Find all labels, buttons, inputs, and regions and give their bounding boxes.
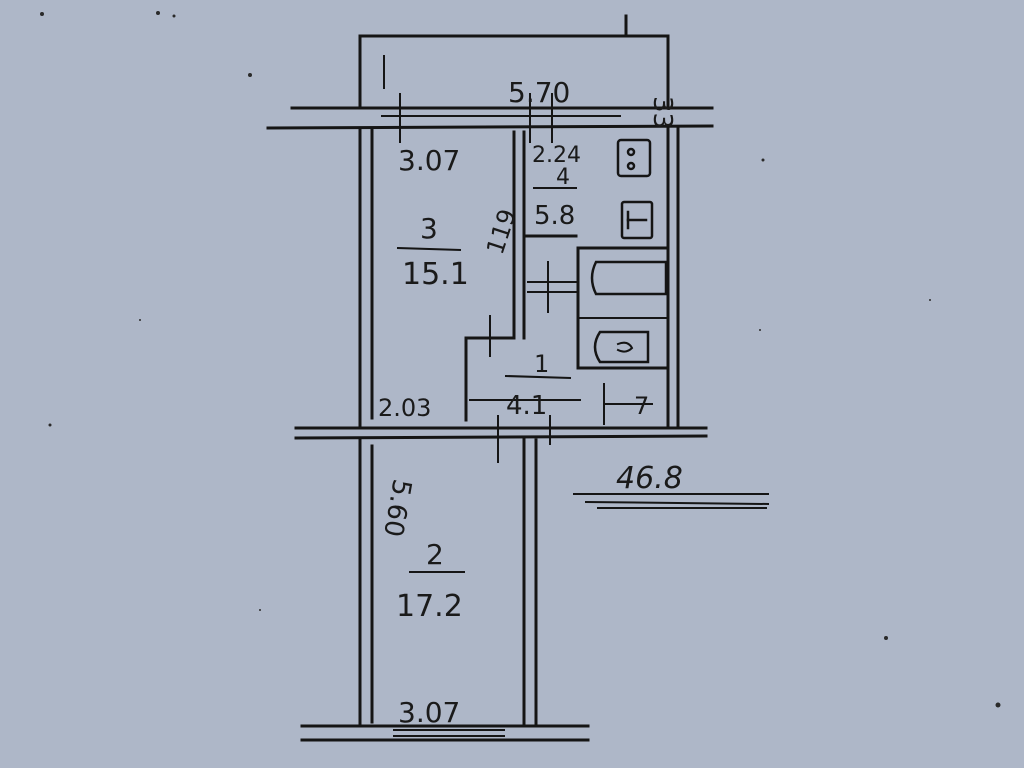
dim-hall-width: 2.03	[378, 394, 432, 422]
room2-area: 17.2	[396, 589, 463, 624]
room2-number: 2	[426, 538, 444, 571]
stove-icon	[618, 140, 650, 176]
total-area-underline	[574, 494, 768, 508]
middle-wall	[296, 416, 706, 462]
dim-partition-height: 119	[481, 205, 522, 258]
balcony-number: 33	[647, 96, 677, 130]
room4-area: 5.8	[534, 201, 576, 231]
room1-number: 1	[534, 350, 550, 378]
room4-number: 4	[556, 165, 570, 190]
room3-area: 15.1	[402, 257, 469, 292]
dim-top-overall: 5.70	[508, 76, 571, 109]
dim-kitchen-width: 2.24	[532, 143, 581, 168]
room1-area: 4.1	[506, 391, 548, 421]
fixtures	[592, 140, 666, 362]
dim-room2-length: 5.60	[377, 476, 417, 540]
room3-number: 3	[420, 212, 438, 245]
top-exterior-wall	[268, 94, 712, 142]
toilet-icon	[595, 332, 648, 362]
total-area: 46.8	[616, 461, 683, 496]
bathtub-icon	[592, 262, 666, 294]
dim-room2-width: 3.07	[398, 696, 461, 729]
dim-room3-width: 3.07	[398, 144, 461, 177]
storage-label: 7	[634, 392, 650, 420]
